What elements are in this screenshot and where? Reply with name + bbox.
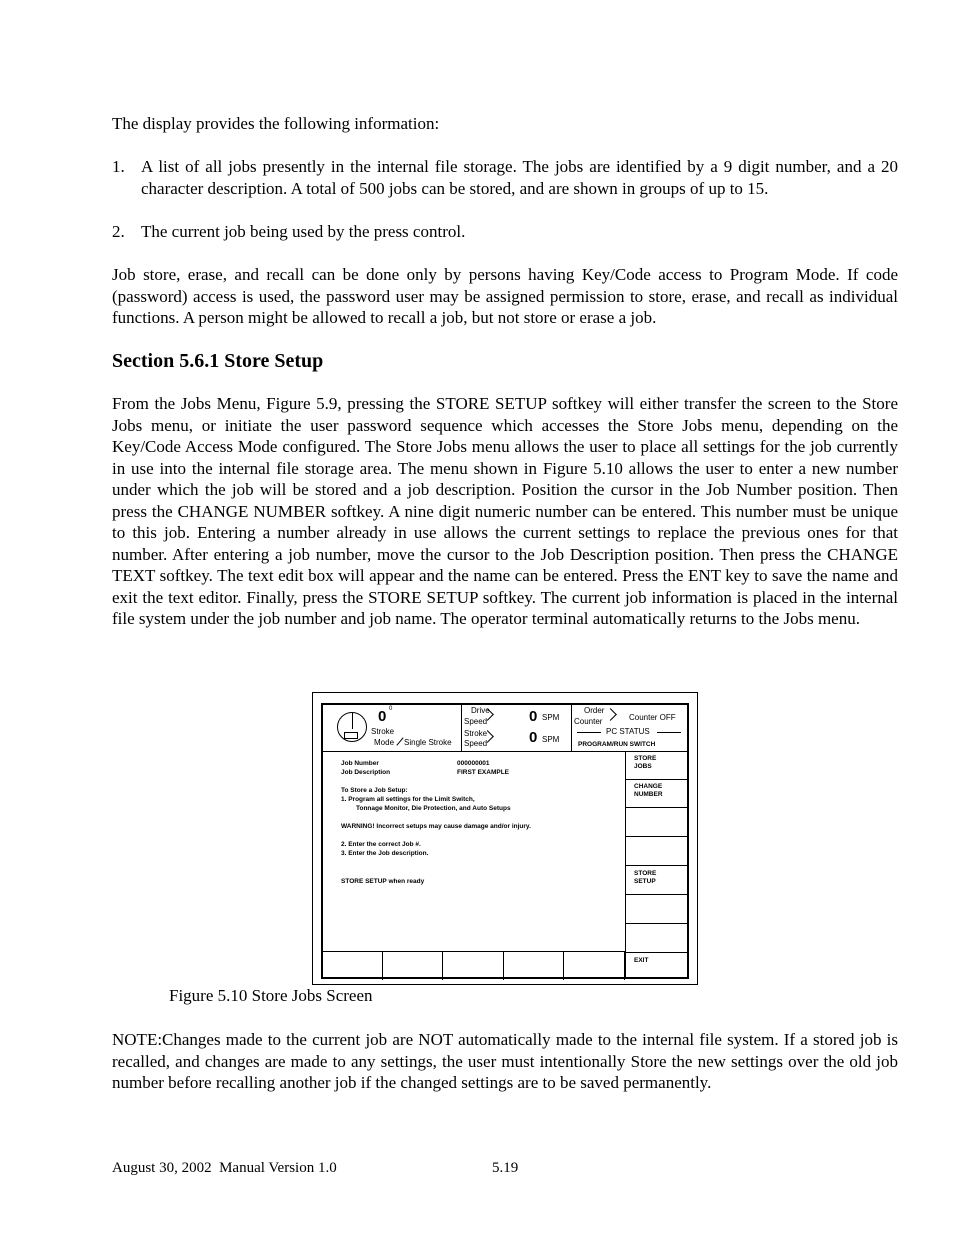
- order-label: Order: [584, 706, 605, 715]
- stroke-label: Stroke: [371, 727, 395, 736]
- stroke-speed-label2: Speed: [464, 739, 488, 748]
- list-text: A list of all jobs presently in the internal file storage. The jobs are identified by a 9 digit number, and a 20 character description. A total of 500 jobs can be stored, and are shown in groups of up to 15.: [141, 157, 898, 198]
- job-description-label: Job Description: [341, 769, 391, 776]
- figure-caption: Figure 5.10 Store Jobs Screen: [169, 986, 373, 1005]
- store-setup-paragraph: From the Jobs Menu, Figure 5.9, pressing the STORE SETUP softkey will either transfer the screen to the Store Jobs menu, or initiate the user password sequence which accesses the Store Jobs menu, depending on the Key/Code Access Mode configured. The Store Jobs menu allows the user to place all settings for the job currently in use into the internal file storage area. The menu shown in Figure 5.10 allows the user to enter a new number under which the job will be stored and a job description. Position the cursor in the Job Number position. Then press the CHANGE NUMBER softkey. A nine digit numeric number can be entered. This number must be unique to this job. Entering a number already in use allows the current settings to replace the previous ones for that number. After entering a job number, move the cursor to the Job Description position. Then press the CHANGE TEXT softkey. The text edit box will appear and the name can be entered. Press the ENT key to save the name and exit the text editor. Finally, press the STORE SETUP softkey. The current job information is placed in the internal file system under the job number and job name. The operator terminal automatically returns to the Jobs menu.: [112, 394, 898, 628]
- intro-text: The display provides the following information:: [112, 114, 440, 133]
- stroke-gauge-icon: [337, 712, 367, 742]
- blank-softkey[interactable]: [626, 808, 688, 837]
- step-1: 1. Program all settings for the Limit Switch,: [341, 796, 475, 803]
- list-item: [112, 221, 898, 243]
- bottom-softkey[interactable]: [383, 952, 443, 980]
- pc-status: PC STATUS: [606, 727, 650, 736]
- job-number-value[interactable]: 000000001: [457, 760, 490, 767]
- footer-date-version: August 30, 2002 Manual Version 1.0: [112, 1160, 337, 1176]
- store-instructions-title: To Store a Job Setup:: [341, 787, 408, 794]
- order-chevron-icon: [604, 708, 617, 721]
- bottom-softkey[interactable]: [504, 952, 564, 980]
- ready-text: STORE SETUP when ready: [341, 878, 425, 885]
- note-paragraph: NOTE:Changes made to the current job are NOT automatically made to the internal file system. If a stored job is recalled, and changes are made to any settings, the user must intentionally Store the new settings over the old job number before recalling another job if the changed settings are to be saved permanently.: [112, 1030, 898, 1092]
- access-paragraph: Job store, erase, and recall can be done only by persons having Key/Code access to Program Mode. If code (password) access is used, the password user may be assigned permission to store, erase, and recall as individual functions. A person might be allowed to recall a job, but not store or erase a job.: [112, 265, 898, 327]
- speed-label: Speed: [464, 717, 488, 726]
- list-number: 1.: [112, 157, 125, 176]
- counter-label: Counter: [574, 717, 603, 726]
- step-2: 2. Enter the correct Job #.: [341, 841, 421, 848]
- softkey-column: [625, 751, 688, 979]
- section-heading: Section 5.6.1 Store Setup: [112, 350, 324, 372]
- drive-label: Drive: [471, 706, 490, 715]
- counter-status: Counter OFF: [629, 713, 676, 722]
- stroke-speed-label: Stroke: [464, 729, 488, 738]
- header-divider: [461, 705, 462, 751]
- step-1-cont: Tonnage Monitor, Die Protection, and Auto Setups: [356, 805, 511, 812]
- store-jobs-figure: [312, 692, 698, 985]
- bottom-softkey-row: [323, 951, 625, 980]
- store-jobs-softkey[interactable]: STORE JOBS: [626, 751, 688, 780]
- mode-label: Mode: [374, 738, 395, 747]
- store-setup-softkey[interactable]: STORE SETUP: [626, 866, 688, 895]
- pc-status-line: [657, 732, 681, 733]
- bottom-softkey[interactable]: [323, 952, 383, 980]
- bottom-softkey[interactable]: [443, 952, 504, 980]
- header-divider: [571, 705, 572, 751]
- stroke-spm-unit: SPM: [542, 735, 560, 744]
- job-number-label: Job Number: [341, 760, 379, 767]
- drive-spm-unit: SPM: [542, 713, 560, 722]
- list-item: [112, 156, 898, 199]
- warning-text: WARNING! Incorrect setups may cause damage and/or injury.: [341, 823, 531, 830]
- stroke-spm: 0: [529, 729, 538, 746]
- list-text: The current job being used by the press control.: [141, 222, 466, 241]
- exit-softkey[interactable]: EXIT: [634, 957, 649, 964]
- blank-softkey[interactable]: [626, 895, 688, 924]
- change-number-softkey[interactable]: CHANGE NUMBER: [626, 779, 688, 808]
- pc-status-line: [577, 732, 601, 733]
- blank-softkey[interactable]: [626, 837, 688, 866]
- stroke-count-sup: 0: [389, 706, 393, 712]
- status-header: [323, 705, 687, 752]
- blank-softkey[interactable]: [626, 924, 688, 953]
- bottom-softkey[interactable]: [564, 952, 625, 980]
- footer-page-number: 5.19: [492, 1160, 519, 1176]
- drive-spm: 0: [529, 708, 538, 725]
- operator-screen: [321, 703, 689, 979]
- program-run-switch: PROGRAM/RUN SWITCH: [578, 741, 656, 748]
- step-3: 3. Enter the Job description.: [341, 850, 429, 857]
- job-description-value[interactable]: FIRST EXAMPLE: [457, 769, 510, 776]
- mode-divider: [396, 737, 403, 745]
- list-number: 2.: [112, 222, 125, 241]
- mode-value: Single Stroke: [404, 738, 452, 747]
- stroke-count: 0: [378, 708, 387, 725]
